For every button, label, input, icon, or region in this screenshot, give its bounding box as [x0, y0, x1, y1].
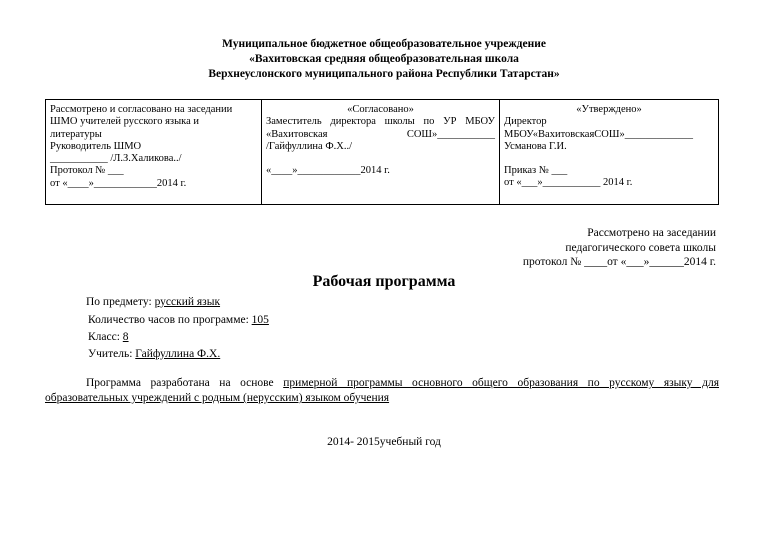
col1-line: литературы [50, 128, 102, 140]
approval-col-reviewed [46, 100, 262, 204]
header-line-1: Муниципальное бюджетное общеобразовательное учреждение [222, 38, 546, 50]
subject-value: русский язык [154, 296, 221, 308]
col2-word: школы [384, 116, 415, 128]
col3-line: Директор [504, 116, 547, 128]
description-prefix: Программа разработана на основе [86, 377, 284, 389]
col1-line: Руководитель ШМО [50, 140, 142, 152]
council-line-3: протокол № ____от «___»______2014 г. [522, 256, 716, 268]
subject-label: По предмету: [86, 296, 155, 308]
school-header [0, 37, 768, 82]
description-value: примерной программы основного общего образования по русскому языку для образовательных учреждений с родным (нерусским) языком обучения [45, 377, 719, 404]
approval-col-approved [500, 100, 718, 204]
info-teacher [88, 348, 220, 360]
info-subject [86, 296, 220, 308]
col3-line: МБОУ«ВахитовскаяСОШ»_____________ [504, 128, 693, 140]
grade-value: 8 [122, 331, 129, 343]
col2-word: директора [330, 116, 376, 128]
council-line-1: Рассмотрено на заседании [587, 227, 716, 239]
col3-date: от «___»___________ 2014 г. [504, 177, 633, 189]
council-block [523, 226, 716, 270]
col2-word: «Вахитовская [266, 128, 328, 140]
col1-line: от «____»____________2014 г. [50, 177, 187, 189]
hours-value: 105 [251, 314, 269, 326]
program-description [45, 376, 719, 406]
teacher-label: Учитель: [88, 348, 136, 360]
header-line-3: Верхнеуслонского муниципального района Республики Татарстан» [208, 68, 560, 80]
info-grade [88, 331, 129, 343]
col1-line: Протокол № ___ [50, 165, 124, 177]
col2-line-1 [266, 116, 495, 128]
col2-line-3: /Гайфуллина Ф.Х../ [266, 140, 353, 152]
col2-date: «____»____________2014 г. [266, 165, 390, 177]
teacher-value: Гайфуллина Ф.Х. [135, 348, 221, 360]
approval-col-agreed [262, 100, 500, 204]
col3-order: Приказ № ___ [504, 165, 568, 177]
col2-word: Заместитель [266, 116, 322, 128]
col1-line: ___________ /Л.З.Халикова../ [50, 153, 182, 165]
council-line-2: педагогического совета школы [565, 241, 716, 254]
col2-word: МБОУ [465, 116, 495, 128]
col1-line: Рассмотрено и согласовано на заседании [50, 104, 233, 115]
info-hours [88, 314, 269, 326]
col2-word: СОШ»___________ [406, 128, 495, 140]
col2-title: «Согласовано» [347, 104, 414, 115]
col3-title: «Утверждено» [576, 104, 642, 115]
col1-line: ШМО учителей русского языка и [50, 116, 199, 128]
approval-table [45, 99, 719, 205]
header-line-2: «Вахитовская средняя общеобразовательная школа [249, 53, 519, 65]
grade-label: Класс: [88, 331, 123, 343]
document-title: Рабочая программа [312, 273, 456, 290]
col3-line: Усманова Г.И. [504, 140, 567, 152]
col2-word: УР [443, 116, 457, 128]
academic-year: 2014- 2015учебный год [327, 436, 441, 448]
hours-label: Количество часов по программе: [88, 314, 252, 326]
col2-line-2 [266, 129, 495, 141]
col2-word: по [423, 116, 435, 128]
